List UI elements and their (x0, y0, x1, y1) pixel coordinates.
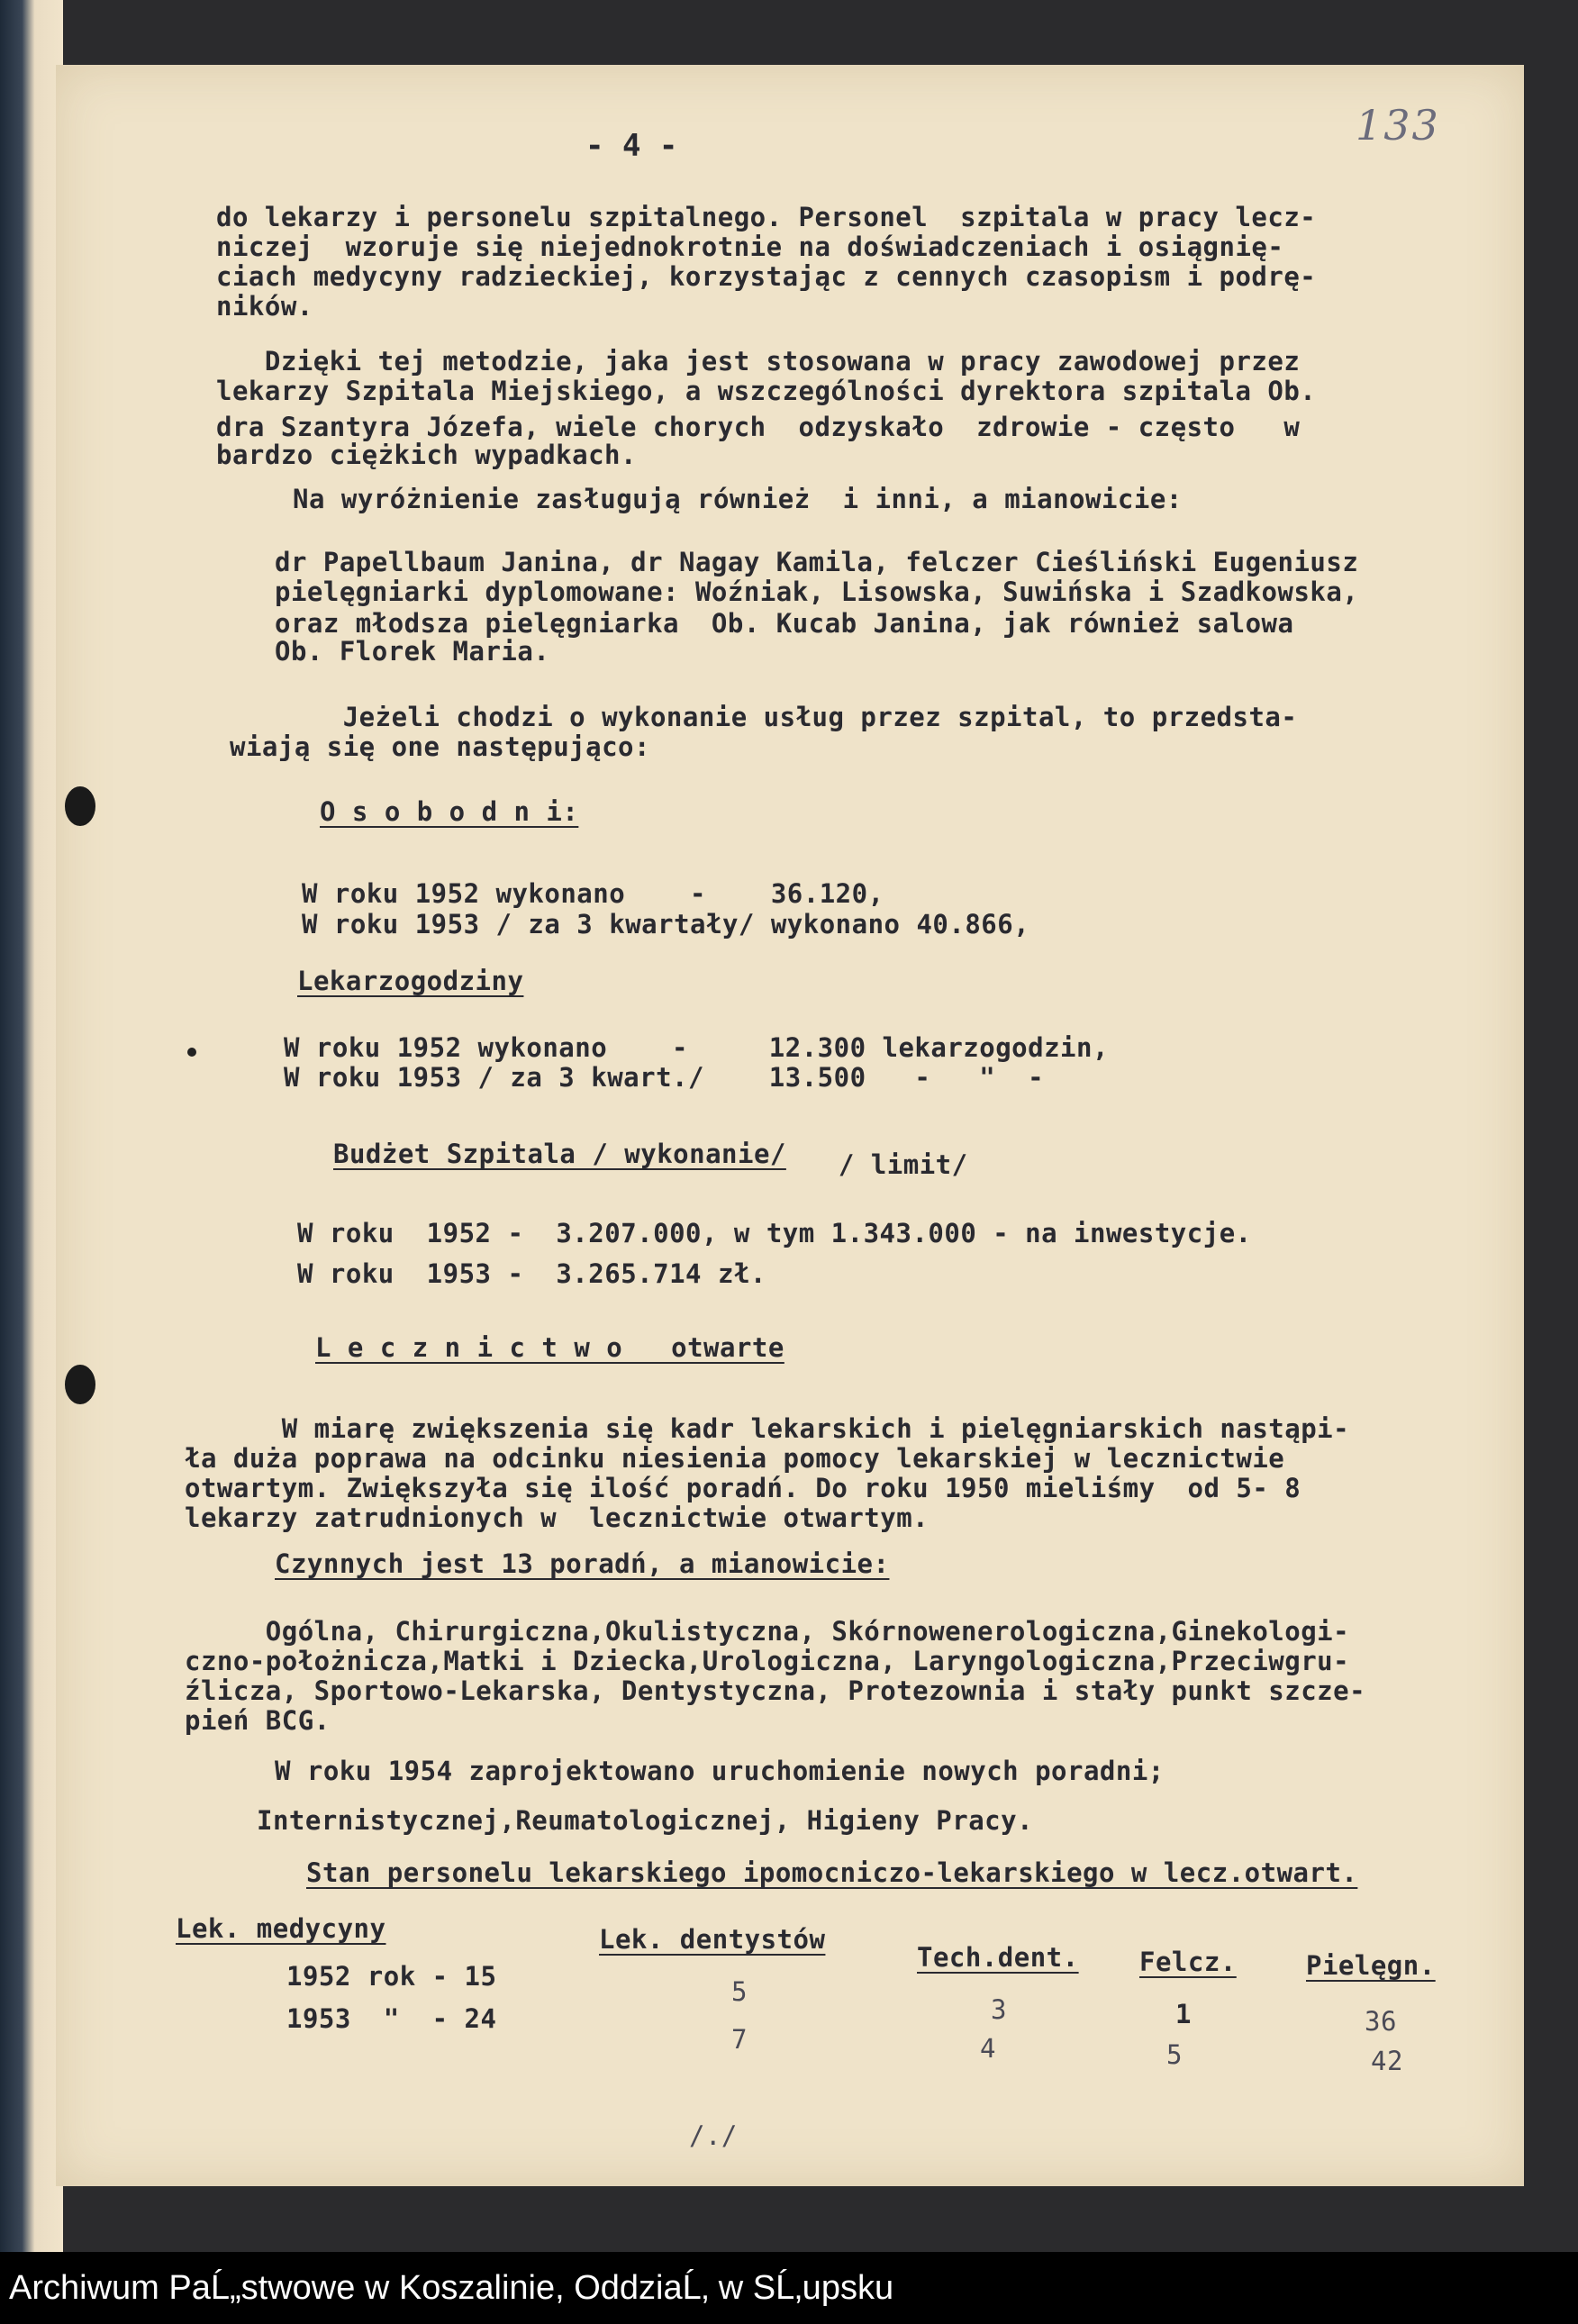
data-line: W roku 1952 - 3.207.000, w tym 1.343.000 - na inwestycje. (297, 1218, 1252, 1248)
ink-dot (187, 1048, 196, 1057)
table-cell: 7 (731, 2024, 748, 2055)
paragraph-line: W miarę zwiększenia się kadr lekarskich i pielęgniarskich nastąpi- (185, 1413, 1350, 1444)
book-binding (0, 0, 63, 2252)
paragraph-line: dra Szantyra Józefa, wiele chorych odzyskało zdrowie - często w (216, 412, 1301, 442)
paragraph-line: do lekarzy i personelu szpitalnego. Personel szpitala w pracy lecz- (216, 202, 1317, 232)
table-header: Pielęgn. (1306, 1950, 1436, 1981)
list-line: źlicza, Sportowo-Lekarska, Dentystyczna, Protezownia i stały punkt szcze- (185, 1675, 1366, 1706)
table-cell: 3 (991, 1994, 1007, 2025)
data-line: W roku 1952 wykonano - 36.120, (302, 878, 884, 909)
table-cell: 4 (980, 2033, 996, 2064)
paragraph-line: oraz młodsza pielęgniarka Ob. Kucab Janina, jak również salowa (275, 608, 1294, 639)
table-header: Lek. medycyny (176, 1913, 386, 1944)
paragraph-line: ła duża poprawa na odcinku niesienia pomocy lekarskiej w lecznictwie (185, 1443, 1285, 1474)
section-heading-lekarzogodziny: Lekarzogodziny (297, 966, 524, 996)
list-line: czno-położnicza,Matki i Dziecka,Urologiczna, Laryngologiczna,Przeciwgru- (185, 1646, 1350, 1676)
paragraph-line: lekarzy Szpitala Miejskiego, a wszczególności dyrektora szpitala Ob. (216, 376, 1317, 406)
punch-hole (65, 786, 95, 826)
section-heading-stan: Stan personelu lekarskiego ipomocniczo-lekarskiego w lecz.otwart. (306, 1857, 1358, 1888)
table-header: Tech.dent. (917, 1942, 1079, 1973)
section-heading-osobodni: O s o b o d n i: (320, 796, 579, 827)
paragraph-line: niczej wzoruje się niejednokrotnie na doświadczeniach i osiągnię- (216, 231, 1284, 262)
list-line: Ogólna, Chirurgiczna,Okulistyczna, Skórnowenerologiczna,Ginekologi- (185, 1616, 1350, 1647)
closing-mark: /./ (689, 2120, 738, 2151)
paragraph-line: ników. (216, 291, 313, 322)
archive-number: 133 (1356, 101, 1440, 150)
paragraph-line: bardzo ciężkich wypadkach. (216, 440, 637, 470)
paragraph-line: pielęgniarki dyplomowane: Woźniak, Lisowska, Suwińska i Szadkowska, (275, 576, 1359, 607)
page-number: - 4 - (585, 128, 678, 164)
data-line: W roku 1953 - 3.265.714 zł. (297, 1258, 766, 1289)
plan-list: Internistycznej,Reumatologicznej, Higieny Pracy. (257, 1805, 1034, 1836)
section-heading-suffix: / limit/ (806, 1149, 968, 1180)
paragraph-line: Jeżeli chodzi o wykonanie usług przez szpital, to przedsta- (230, 702, 1298, 732)
paragraph-line: lekarzy zatrudnionych w lecznictwie otwartym. (185, 1502, 930, 1533)
paragraph-line: Na wyróżnienie zasługują również i inni, a mianowicie: (293, 484, 1183, 514)
table-cell: 42 (1371, 2046, 1403, 2076)
section-heading-budzet: Budżet Szpitala / wykonanie/ (333, 1139, 786, 1169)
punch-hole (65, 1365, 95, 1404)
paragraph-line: ciach medycyny radzieckiej, korzystając z cennych czasopism i podrę- (216, 261, 1317, 292)
list-line: pień BCG. (185, 1705, 331, 1736)
table-cell: 5 (1166, 2039, 1183, 2070)
table-header: Felcz. (1139, 1947, 1237, 1977)
table-cell: 36 (1365, 2006, 1397, 2037)
archive-footer (0, 2252, 1578, 2324)
paragraph-line: otwartym. Zwiększyła się ilość poradń. Do roku 1950 mieliśmy od 5- 8 (185, 1473, 1301, 1503)
footer-text: Archiwum PaĹ„stwowe w Koszalinie, OddziaĹ‚ w SĹ‚upsku (9, 2269, 894, 2307)
table-cell: 1953 " - 24 (286, 2003, 497, 2034)
plan-line: W roku 1954 zaprojektowano uruchomienie nowych poradni; (275, 1756, 1165, 1786)
paragraph-line: Ob. Florek Maria. (275, 636, 550, 667)
table-cell: 1 (1175, 1999, 1192, 2029)
paragraph-line: Dzięki tej metodzie, jaka jest stosowana w pracy zawodowej przez (216, 346, 1301, 377)
data-line: W roku 1953 / za 3 kwart./ 13.500 - " - (284, 1062, 1045, 1093)
table-cell: 5 (731, 1976, 748, 2007)
paragraph-line: wiają się one następująco: (230, 731, 650, 762)
paragraph-line: dr Papellbaum Janina, dr Nagay Kamila, felczer Cieśliński Eugeniusz (275, 547, 1359, 577)
section-heading-lecznictwo: L e c z n i c t w o otwarte (315, 1332, 784, 1363)
section-heading-poradnie: Czynnych jest 13 poradń, a mianowicie: (275, 1548, 890, 1579)
data-line: W roku 1953 / za 3 kwartały/ wykonano 40.866, (302, 909, 1030, 940)
data-line: W roku 1952 wykonano - 12.300 lekarzogodzin, (284, 1032, 1109, 1063)
table-cell: 1952 rok - 15 (286, 1961, 497, 1992)
table-header: Lek. dentystów (599, 1924, 826, 1955)
